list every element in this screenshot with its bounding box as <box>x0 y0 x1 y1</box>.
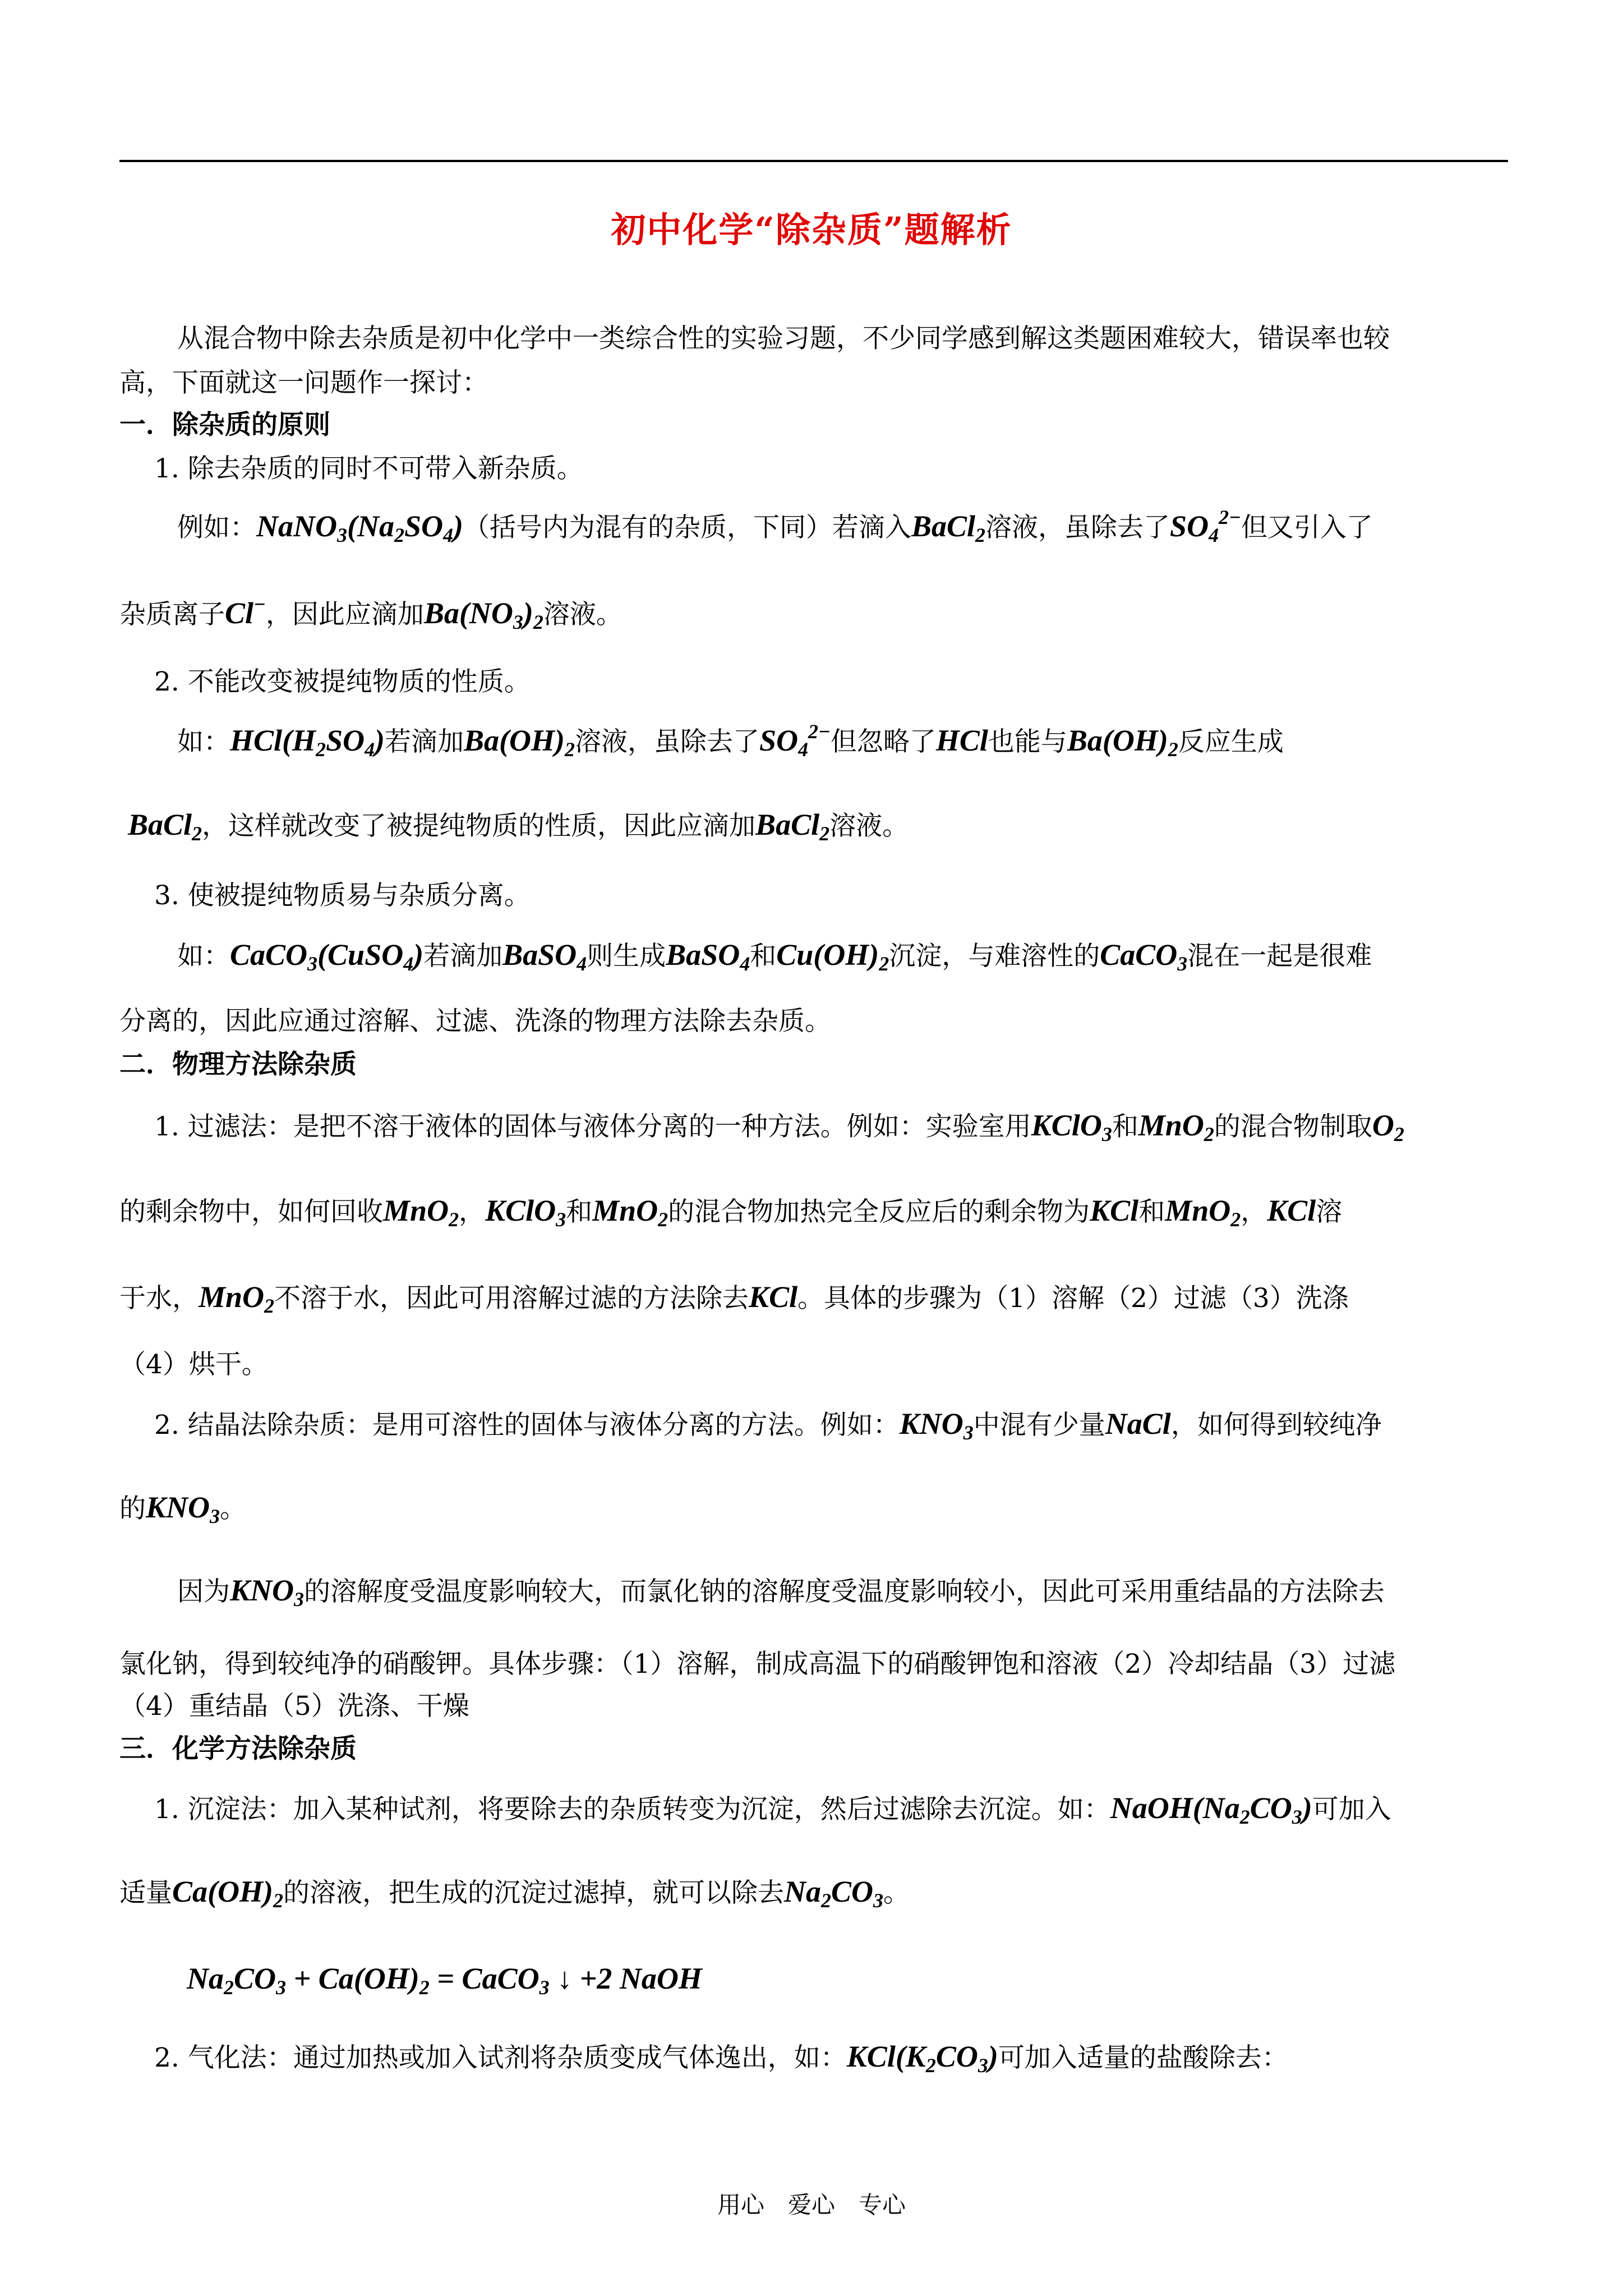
s1-p2b: BaCl$_2$，这样就改变了被提纯物质的性质，因此应滴加BaCl$_2$溶液。 <box>128 808 909 845</box>
s2-p3b: 氯化钠，得到较纯净的硝酸钾。具体步骤：（1）溶解，制成高温下的硝酸钾饱和溶液（2）冷却结晶（3）过滤 <box>119 1649 1396 1680</box>
s2-p1b: 的剩余物中，如何回收MnO$_2$，KClO$_3$和MnO$_2$的混合物加热完全反应后的剩余物为KCl和MnO$_2$，KCl溶 <box>119 1194 1343 1231</box>
s2-p1c: 于水，MnO$_2$不溶于水，因此可用溶解过滤的方法除去KCl。具体的步骤为（1）溶解（2）过滤（3）洗涤 <box>119 1280 1349 1317</box>
s1-p3b: 分离的，因此应通过溶解、过滤、洗涤的物理方法除去杂质。 <box>119 1006 831 1037</box>
reaction-equation: $Na_2CO_3 + Ca(OH)_2$ = CaCO$_3$ ↓ +2 NaOH <box>187 1962 702 1999</box>
s2-p1d: （4）烘干。 <box>119 1349 268 1380</box>
s1-p2a: 如：$HCl(H_2SO_4)$若滴加$Ba(OH)_2$溶液，虽除去了$SO_4^{2-}$但忽略了HCl也能与$Ba(OH)_2$反应生成 <box>177 720 1284 761</box>
s2-p2a: 2. 结晶法除杂质：是用可溶性的固体与液体分离的方法。例如：$KNO_3$中混有少量NaCl，如何得到较纯净 <box>154 1407 1382 1444</box>
section-1-heading: 一．除杂质的原则 <box>119 409 330 440</box>
s2-p2b: 的$KNO_3$。 <box>119 1490 247 1527</box>
intro-line-2: 高，下面就这一问题作一探讨： <box>119 367 488 398</box>
s1-p1: 1. 除去杂质的同时不可带入新杂质。 <box>154 453 583 484</box>
s1-p3: 3. 使被提纯物质易与杂质分离。 <box>154 880 531 911</box>
s3-p2a: 2. 气化法：通过加热或加入试剂将杂质变成气体逸出，如：$KCl(K_2CO_3)$可加入适量的盐酸除去： <box>154 2040 1288 2077</box>
s3-p1b: 适量$Ca(OH)_2$的溶液，把生成的沉淀过滤掉，就可以除去$Na_2CO_3$。 <box>119 1875 910 1912</box>
section-2-heading: 二．物理方法除杂质 <box>119 1049 357 1080</box>
intro-line-1: 从混合物中除去杂质是初中化学中一类综合性的实验习题，不少同学感到解这类题困难较大，错误率也较 <box>177 323 1390 354</box>
s2-p3c: （4）重结晶（5）洗涤、干燥 <box>119 1691 469 1722</box>
s1-p2: 2. 不能改变被提纯物质的性质。 <box>154 666 531 697</box>
s2-p3a: 因为$KNO_3$的溶解度受温度影响较大，而氯化钠的溶解度受温度影响较小，因此可采用重结晶的方法除去 <box>177 1573 1385 1611</box>
page-footer: 用心 爱心 专心 <box>717 2191 906 2219</box>
s2-p1a: 1. 过滤法：是把不溶于液体的固体与液体分离的一种方法。例如：实验室用KClO$_3$和MnO$_2$的混合物制取$O_2$ <box>154 1108 1404 1145</box>
s3-p1a: 1. 沉淀法：加入某种试剂，将要除去的杂质转变为沉淀，然后过滤除去沉淀。如：$NaOH(Na_2CO_3)$可加入 <box>154 1791 1391 1828</box>
section-3-heading: 三．化学方法除杂质 <box>119 1733 357 1764</box>
s1-p1b: 杂质离子Cl−，因此应滴加$Ba(NO_3)_2$溶液。 <box>119 593 623 633</box>
page-title: 初中化学“除杂质”题解析 <box>611 209 1012 250</box>
s1-p3a: 如：CaCO$_3$(CuSO$_4$)若滴加BaSO$_4$则生成BaSO$_4$和$Cu(OH)_2$沉淀，与难溶性的CaCO$_3$混在一起是很难 <box>177 938 1372 975</box>
header-rule <box>119 160 1508 162</box>
s1-p1a: 例如：$NaNO_3(Na_2SO_4)$（括号内为混有的杂质，下同）若滴入BaCl$_2$溶液，虽除去了$SO_4^{2-}$但又引入了 <box>177 506 1373 546</box>
